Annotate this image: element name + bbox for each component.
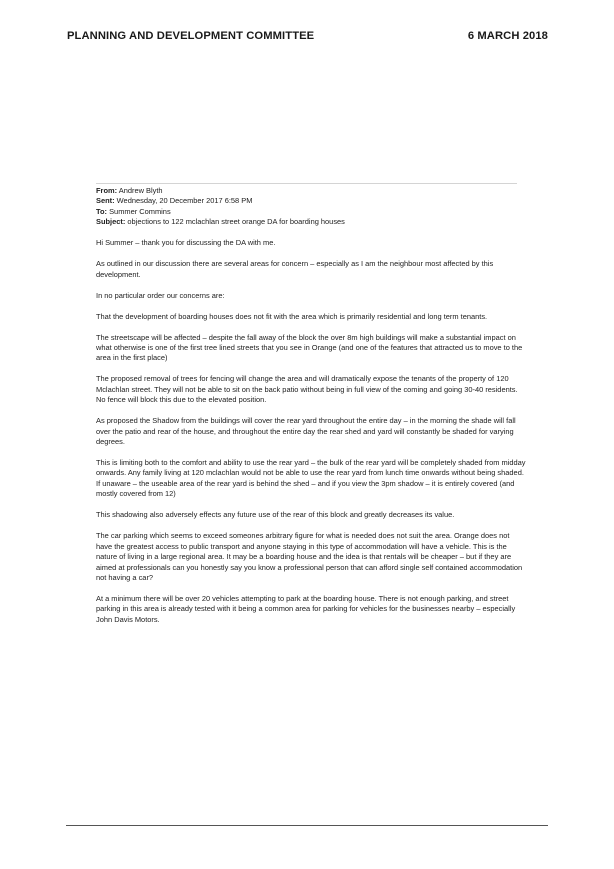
body-paragraph-10: At a minimum there will be over 20 vehicles attempting to park at the boarding house. There is not enough parking, and street parking in this area is already tested with it being a common area for parking for vehicles for the businesses nearby – especially John Davis Motors. [96, 593, 516, 624]
body-paragraph-8: This shadowing also adversely effects any future use of the rear of this block and greatly decreases its value. [96, 510, 455, 520]
body-paragraph-6: As proposed the Shadow from the buildings will cover the rear yard throughout the entire day – in the morning the shade will fall over the patio and rear of the house, and throughout the entire day the rear shed and yard will constantly be shaded for varying degrees. [96, 416, 516, 447]
from-label: From: [96, 186, 118, 195]
email-to-line [96, 207, 526, 217]
subject-value: objections to 122 mclachlan street orange DA for boarding houses [127, 217, 345, 227]
subject-label: Subject: [96, 217, 126, 227]
email-header-divider [96, 183, 517, 184]
body-paragraph-1: As outlined in our discussion there are several areas for concern – especially as I am the neighbour most affected by this development. [96, 259, 494, 279]
email-subject-line [96, 217, 526, 227]
sent-value: Wednesday, 20 December 2017 6:58 PM [116, 196, 253, 206]
footer-divider [66, 825, 548, 826]
body-paragraph-7: This is limiting both to the comfort and ability to use the rear yard – the bulk of the rear yard will be completely shaded from midday onwards. Any family living at 120 mclachlan would not be able to use the rear yard from lunch time onwards without being shaded. If unaware – the useable area of the rear yard is behind the shed – and if you view the 3pm shadow – it is entirely covered (and mostly covered from 12) [96, 458, 526, 499]
from-value: Andrew Blyth [118, 186, 163, 195]
body-paragraph-2: In no particular order our concerns are: [96, 290, 225, 300]
page-header [67, 30, 548, 42]
email-sent-line [96, 196, 526, 206]
greeting-paragraph: Hi Summer – thank you for discussing the DA with me. [96, 238, 276, 248]
body-paragraph-5: The proposed removal of trees for fencing will change the area and will dramatically expose the tenants of the property of 120 Mclachlan street. They will not be able to sit on the back patio without being in full view of the coming and going 30-40 residents. No fence will block this due to the elevated position. [96, 374, 518, 405]
to-value: Summer Commins [109, 206, 171, 216]
body-paragraph-9: The car parking which seems to exceed someones arbitrary figure for what is needed does not suit the area. Orange does not have the greatest access to public transport and anyone staying in this type of accommodation will have a vehicle. This is the nature of living in a large regional area. It may be a boarding house and the idea is that rentals will be cheaper – but if they are aimed at professionals can you honestly say you know a professional person that can afford single self contained accommodation not having a car? [96, 531, 523, 582]
sent-label: Sent: [96, 196, 115, 206]
body-paragraph-3: That the development of boarding houses does not fit with the area which is primarily residential and long term tenants. [96, 311, 488, 321]
meeting-date: 6 MARCH 2018 [467, 30, 548, 42]
committee-title: PLANNING AND DEVELOPMENT COMMITTEE [67, 30, 315, 42]
email-letter [96, 186, 526, 625]
body-paragraph-4: The streetscape will be affected – despite the fall away of the block the over 8m high buildings will make a substantial impact on what otherwise is one of the first tree lined streets that you see in Orange (and one of the features that attracted us to move to the area in the first place) [96, 332, 523, 363]
email-from-line [96, 186, 526, 196]
to-label: To: [96, 206, 108, 216]
